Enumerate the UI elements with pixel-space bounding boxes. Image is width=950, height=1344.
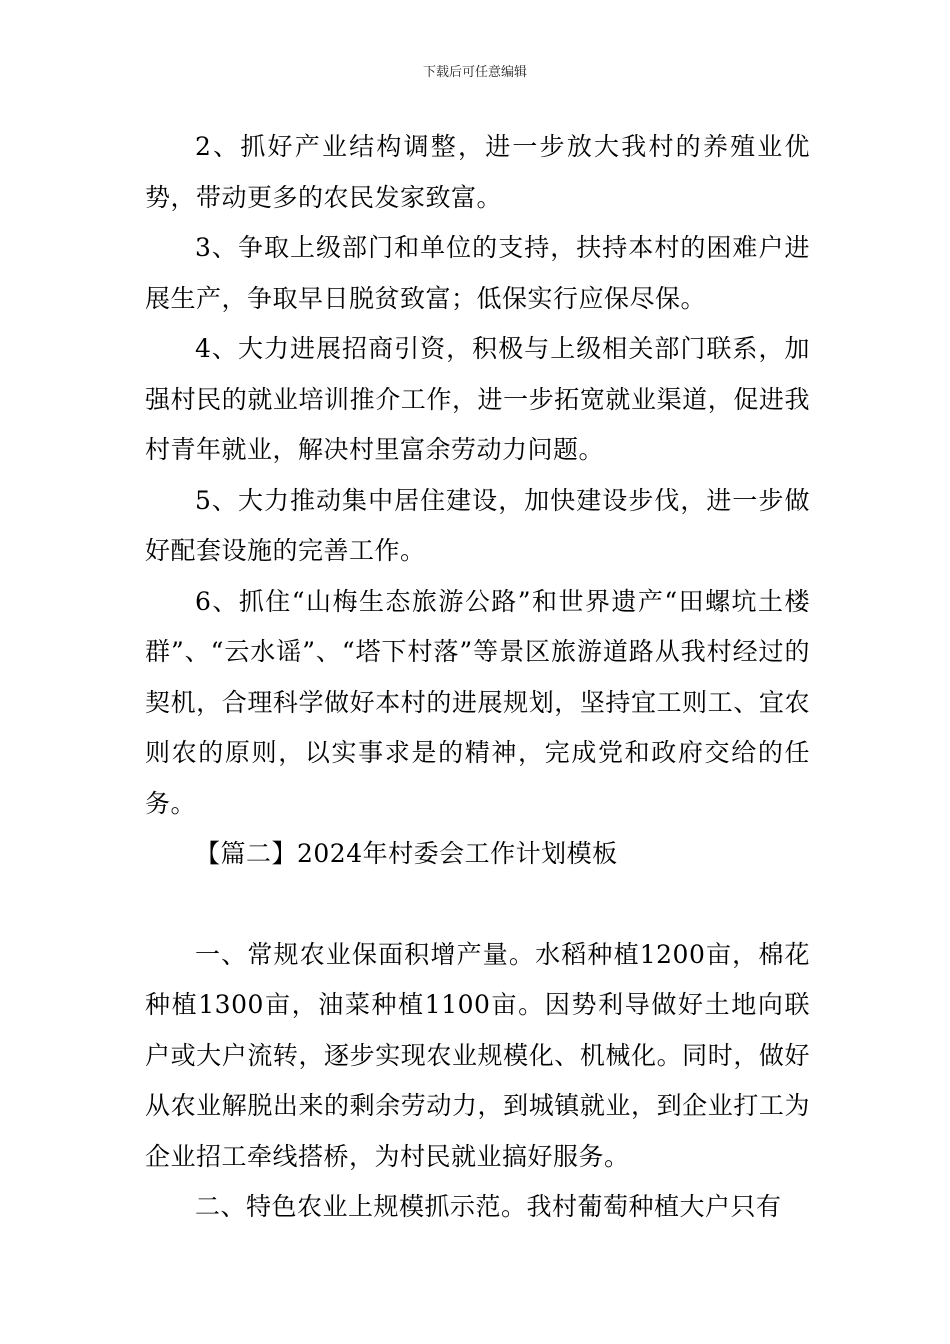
page-header-note: 下载后可任意编辑 — [422, 65, 527, 80]
paragraph-section2-item-1: 一、常规农业保面积增产量。水稻种植1200亩，棉花种植1300亩，油菜种植1100亩。因势利导做好土地向联户或大户流转，逐步实现农业规模化、机械化。同时，做好从农业解脱出来的剩余劳动力，到城镇就业，到企业打工为企业招工牵线搭桥，为村民就业搞好服务。 — [145, 939, 810, 1171]
document-body — [145, 122, 810, 1233]
section-title: 【篇二】2024年村委会工作计划模板 — [195, 839, 618, 868]
paragraph-item-5: 5、大力推动集中居住建设，加快建设步伐，进一步做好配套设施的完善工作。 — [145, 485, 810, 565]
paragraph-item-3: 3、争取上级部门和单位的支持，扶持本村的困难户进展生产，争取早日脱贫致富；低保实行应保尽保。 — [145, 233, 810, 313]
paragraph-section2-item-2: 二、特色农业上规模抓示范。我村葡萄种植大户只有 — [195, 1192, 782, 1221]
paragraph-item-4: 4、大力进展招商引资，积极与上级相关部门联系，加强村民的就业培训推介工作，进一步拓宽就业渠道，促进我村青年就业，解决村里富余劳动力问题。 — [145, 334, 810, 464]
paragraph-item-2: 2、抓好产业结构调整，进一步放大我村的养殖业优势，带动更多的农民发家致富。 — [145, 132, 810, 212]
paragraph-item-6: 6、抓住“山梅生态旅游公路”和世界遗产“田螺坑土楼群”、“云水谣”、“塔下村落”等景区旅游道路从我村经过的契机，合理科学做好本村的进展规划，坚持宜工则工、宜农则农的原则，以实事求是的精神，完成党和政府交给的任务。 — [145, 586, 810, 818]
